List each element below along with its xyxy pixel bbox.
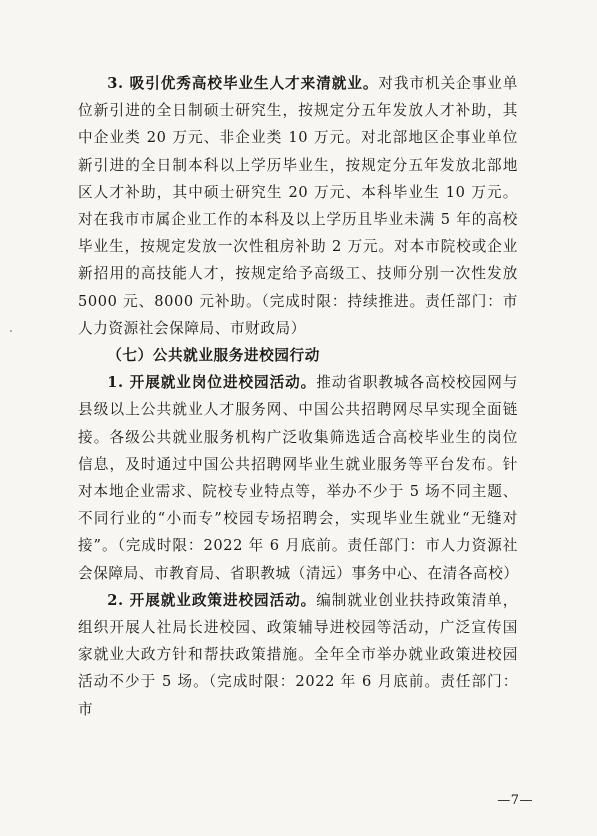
paragraph-lead: 1. 开展就业岗位进校园活动。 [107,374,317,392]
paragraph-body: 推动省职教城各高校校园网与县级以上公共就业人才服务网、中国公共招聘网尽早实现全面链接。各级公共就业服务机构广泛收集筛选适合高校毕业生的岗位信息，及时通过中国公共招聘网毕业生就业服务等平台发布。针对本地企业需求、院校专业特点等，举办不少于 5 场不同主题、不同行业的“小而专”校园专场招聘会，实现毕业生就业“无缝对接”。（完成时限：2022 年 6 月底前。责任部门：市人力资源社会保障局、市教育局、省职教城（清远）事务中心、在清各高校） [78,374,519,582]
section-heading: （七）公共就业服务进校园行动 [107,347,320,365]
paragraph-job-posts-campus [78,369,518,587]
paragraph-policy-campus [78,587,518,723]
paragraph-lead: 2. 开展就业政策进校园活动。 [107,591,317,609]
document-body [78,70,518,723]
paragraph-body: 对我市机关企事业单位新引进的全日制硕士研究生，按规定分五年发放人才补助，其中企业类 20 万元、非企业类 10 万元。对北部地区企事业单位新引进的全日制本科以上学历毕业生，按规定分五年发放北部地区人才补助，其中硕士研究生 20 万元、本科毕业生 10 万元。对在我市市属企业工作的本科及以上学历且毕业未满 5 年的高校毕业生，按规定发放一次性租房补助 2 万元。对本市院校或企业新招用的高技能人才，按规定给予高级工、技师分别一次性发放 5000 元、8000 元补助。（完成时限：持续推进。责任部门：市人力资源社会保障局、市财政局） [78,75,518,337]
page-number: —7— [497,793,533,808]
paragraph-body: 编制就业创业扶持政策清单，组织开展人社局长进校园、政策辅导进校园等活动，广泛宣传国家就业大政方针和帮扶政策措施。全年全市举办就业政策进校园活动不少于 5 场。（完成时限：2022 年 6 月底前。责任部门：市 [78,591,518,718]
scan-speck [10,330,12,332]
paragraph-talent-attraction [78,70,518,342]
paragraph-lead: 3. 吸引优秀高校毕业生人才来清就业。 [107,75,379,92]
